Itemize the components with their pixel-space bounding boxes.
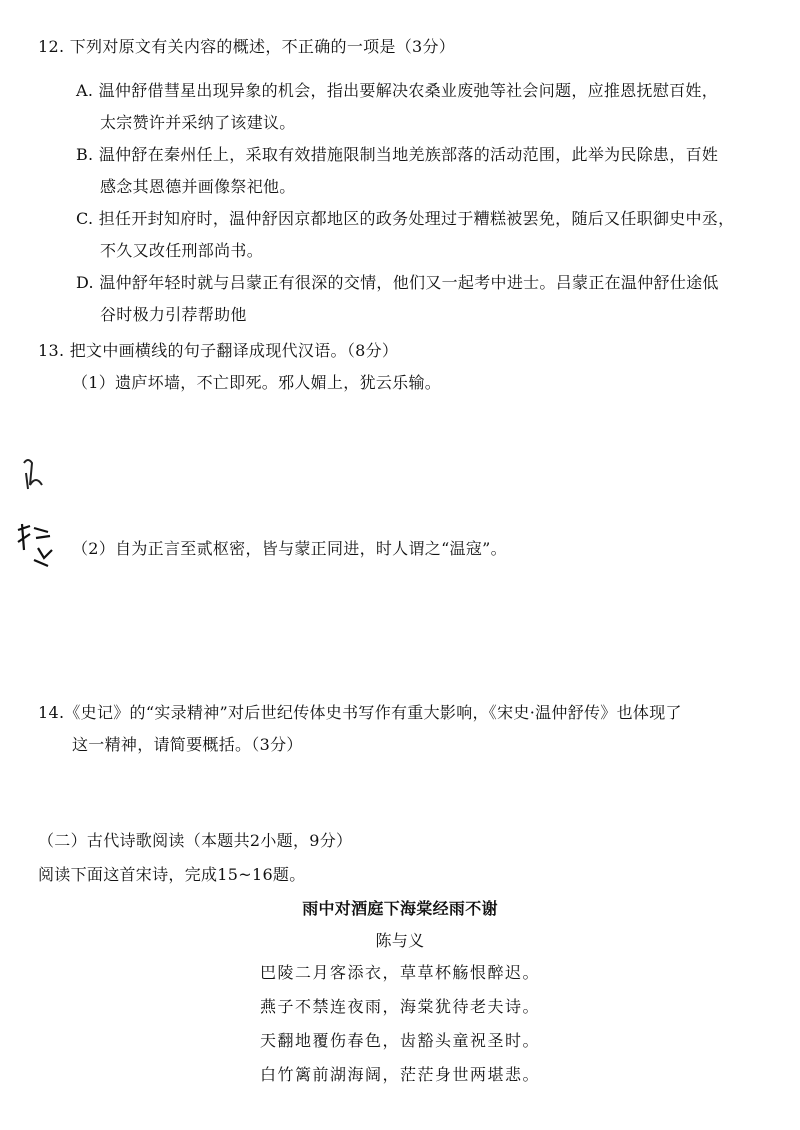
poem-author: 陈与义 [375, 931, 425, 950]
q13-sentence-1: （1）遗庐坏墙，不亡即死。邪人媚上，犹云乐输。 [72, 373, 442, 392]
q12-option-c-line2: 不久又改任刑部尚书。 [100, 241, 264, 260]
section-heading: （二）古代诗歌阅读（本题共2小题，9分） [38, 831, 353, 850]
q12-option-d-line2: 谷时极力引荐帮助他 [100, 305, 247, 324]
section-instruction: 阅读下面这首宋诗，完成15~16题。 [38, 865, 306, 884]
q14-line-2: 这一精神，请简要概括。（3分） [72, 735, 303, 754]
q13-sentence-2: （2）自为正言至贰枢密，皆与蒙正同进，时人谓之“温寇”。 [72, 539, 507, 558]
q12-option-d-line1: D. 温仲舒年轻时就与吕蒙正有很深的交情，他们又一起考中进士。吕蒙正在温仲舒仕途低 [76, 273, 719, 292]
q12-option-b-line2: 感念其恩德并画像祭祀他。 [100, 177, 296, 196]
q12-option-c-line1: C. 担任开封知府时，温仲舒因京都地区的政务处理过于糟糕被罢免，随后又任职御史中丞， [76, 209, 735, 228]
poem-line: 燕子不禁连夜雨，海棠犹待老夫诗。 [259, 997, 540, 1016]
q13-stem: 13. 把文中画横线的句子翻译成现代汉语。（8分） [38, 341, 399, 360]
handwritten-mark [14, 520, 54, 570]
poem-line: 巴陵二月客添衣，草草杯觞恨醉迟。 [259, 963, 540, 982]
handwritten-mark [18, 455, 48, 495]
q14-line-1: 14.《史记》的“实录精神”对后世纪传体史书写作有重大影响，《宋史·温仲舒传》也体现了 [38, 703, 682, 722]
poem-title: 雨中对酒庭下海棠经雨不谢 [302, 899, 498, 918]
q12-option-b-line1: B. 温仲舒在秦州任上，采取有效措施限制当地羌族部落的活动范围，此举为民除患，百姓 [76, 145, 719, 164]
q12-stem: 12. 下列对原文有关内容的概述，不正确的一项是（3分） [38, 37, 456, 56]
poem-line: 白竹篱前湖海阔，茫茫身世两堪悲。 [259, 1065, 540, 1084]
q12-option-a-line1: A. 温仲舒借彗星出现异象的机会，指出要解决农桑业废弛等社会问题，应推恩抚慰百姓， [76, 81, 719, 100]
q12-option-a-line2: 太宗赞许并采纳了该建议。 [100, 113, 296, 132]
poem-line: 天翻地覆伤春色，齿豁头童祝圣时。 [259, 1031, 540, 1050]
